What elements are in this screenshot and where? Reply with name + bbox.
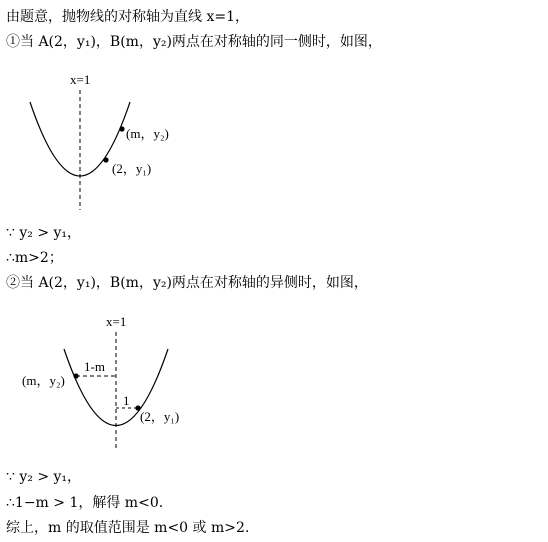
axis-label: x=1 [70, 72, 91, 87]
point-a-label: (2，y₁) [112, 161, 152, 176]
distance-left-label: 1-m [84, 359, 105, 374]
given-condition-2: ∵ y₂ > y₁， [6, 469, 82, 485]
figure-opposite-side [20, 312, 210, 454]
axis-label: x=1 [106, 314, 127, 329]
point-a [103, 157, 108, 162]
point-b-label: (m，y₂) [126, 126, 169, 141]
case2-statement: ②当 A(2，y₁)，B(m，y₂)两点在对称轴的异侧时，如图， [6, 275, 368, 291]
point-b [73, 373, 78, 378]
point-b-label: (m，y₂) [22, 373, 65, 388]
point-b [119, 126, 124, 131]
conclusion-1: ∴m>2； [6, 250, 63, 266]
point-a-label: (2，y₁) [140, 409, 180, 424]
figure-same-side [20, 70, 210, 215]
statement-axis: 由题意，抛物线的对称轴为直线 x=1， [6, 9, 249, 25]
final-answer: 综上，m 的取值范围是 m<0 或 m>2. [6, 520, 250, 536]
given-condition-1: ∵ y₂ > y₁， [6, 225, 82, 241]
conclusion-2: ∴1−m > 1，解得 m<0. [6, 495, 164, 511]
distance-right-label: 1 [123, 393, 130, 408]
case1-statement: ①当 A(2，y₁)，B(m，y₂)两点在对称轴的同一侧时，如图， [6, 34, 382, 50]
